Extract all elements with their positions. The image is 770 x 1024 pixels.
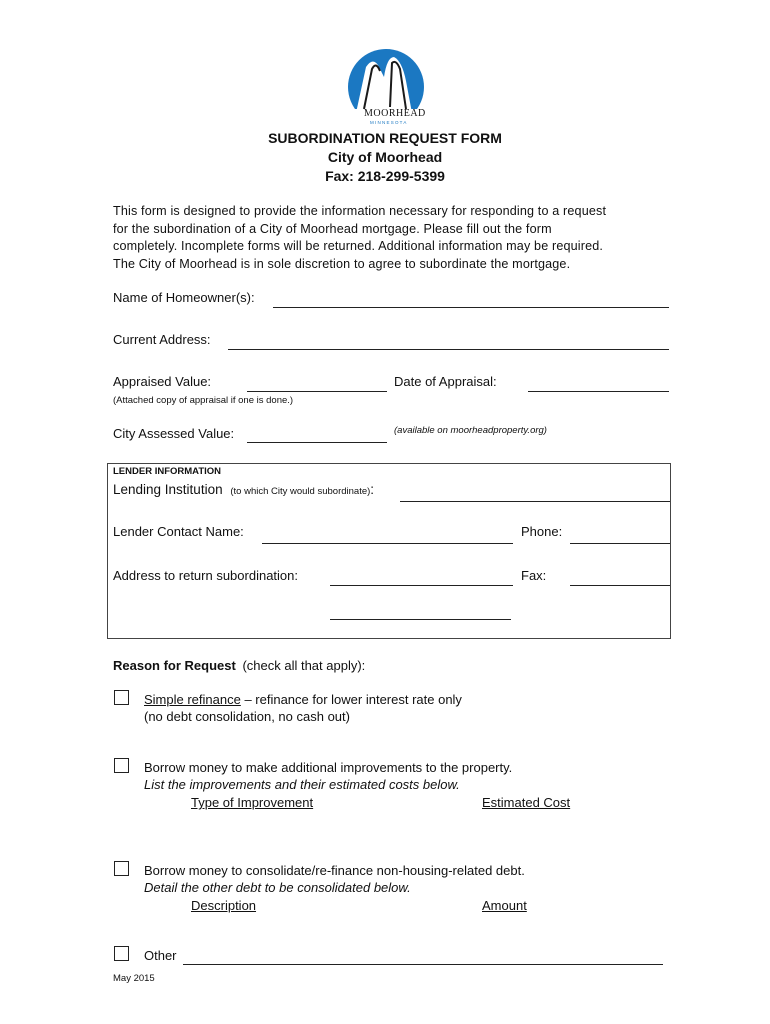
lending-institution-colon: : bbox=[370, 482, 375, 497]
city-name: City of Moorhead bbox=[327, 149, 443, 165]
assessed-value-label: City Assessed Value: bbox=[113, 426, 235, 441]
improvements-label: Borrow money to make additional improvements to the property. bbox=[144, 760, 513, 775]
fax-field[interactable] bbox=[570, 585, 670, 586]
assessed-note: (available on moorheadproperty.org) bbox=[394, 425, 547, 436]
simple-refinance-rest: – refinance for lower interest rate only bbox=[240, 692, 462, 707]
lending-institution-note: (to which City would subordinate) bbox=[230, 486, 371, 497]
logo-subtext: M I N N E S O T A bbox=[370, 120, 407, 125]
intro-line: The City of Moorhead is in sole discretion to agree to subordinate the mortgage. bbox=[113, 256, 571, 271]
address-label: Current Address: bbox=[113, 332, 211, 347]
lender-contact-field[interactable] bbox=[262, 543, 513, 544]
debt-consolidation-instructions: Detail the other debt to be consolidated below. bbox=[144, 880, 411, 895]
lending-institution-label bbox=[113, 482, 374, 497]
intro-line: This form is designed to provide the information necessary for responding to a request bbox=[113, 204, 607, 218]
type-of-improvement-header: Type of Improvement bbox=[191, 795, 314, 810]
appraisal-note: (Attached copy of appraisal if one is done.) bbox=[113, 395, 294, 406]
phone-field[interactable] bbox=[570, 543, 670, 544]
assessed-value-field[interactable] bbox=[247, 442, 387, 443]
other-field[interactable] bbox=[183, 964, 663, 965]
appraised-value-field[interactable] bbox=[247, 391, 387, 392]
lending-institution-text: Lending Institution bbox=[113, 482, 223, 497]
lender-contact-label: Lender Contact Name: bbox=[113, 524, 244, 539]
reason-title: Reason for Request bbox=[113, 658, 236, 673]
other-checkbox[interactable] bbox=[114, 946, 129, 961]
appraisal-date-field[interactable] bbox=[528, 391, 669, 392]
simple-refinance-line bbox=[144, 692, 462, 707]
return-address-field[interactable] bbox=[330, 585, 513, 586]
improvements-checkbox[interactable] bbox=[114, 758, 129, 773]
other-label: Other bbox=[144, 948, 177, 963]
logo-text: MOORHEAD bbox=[364, 108, 426, 119]
simple-refinance-note: (no debt consolidation, no cash out) bbox=[144, 709, 350, 724]
address-field[interactable] bbox=[228, 349, 669, 350]
simple-refinance-checkbox[interactable] bbox=[114, 690, 129, 705]
intro-line: for the subordination of a City of Moorhead mortgage. Please fill out the form bbox=[113, 221, 552, 236]
appraisal-date-label: Date of Appraisal: bbox=[394, 374, 497, 389]
simple-refinance-label: Simple refinance bbox=[144, 692, 241, 707]
city-logo bbox=[340, 47, 432, 129]
homeowner-field[interactable] bbox=[273, 307, 669, 308]
phone-label: Phone: bbox=[521, 524, 563, 539]
intro-line: completely. Incomplete forms will be returned. Additional information may be required. bbox=[113, 239, 604, 253]
lender-header: LENDER INFORMATION bbox=[113, 466, 222, 477]
amount-header: Amount bbox=[482, 898, 527, 913]
appraised-value-label: Appraised Value: bbox=[113, 374, 212, 389]
revision-date: May 2015 bbox=[113, 973, 155, 984]
return-address-label: Address to return subordination: bbox=[113, 568, 298, 583]
estimated-cost-header: Estimated Cost bbox=[482, 795, 571, 810]
lending-institution-field[interactable] bbox=[400, 501, 670, 502]
reason-note: (check all that apply): bbox=[242, 658, 366, 673]
debt-consolidation-label: Borrow money to consolidate/re-finance non-housing-related debt. bbox=[144, 863, 525, 878]
fax-number: Fax: 218-299-5399 bbox=[325, 168, 445, 184]
reason-heading bbox=[113, 658, 365, 673]
return-address-field-line-2[interactable] bbox=[330, 619, 511, 620]
description-header: Description bbox=[191, 898, 257, 913]
homeowner-label: Name of Homeowner(s): bbox=[113, 290, 255, 305]
improvements-instructions: List the improvements and their estimated costs below. bbox=[144, 777, 460, 792]
form-title: SUBORDINATION REQUEST FORM bbox=[268, 130, 502, 146]
lender-information-box bbox=[107, 463, 671, 639]
intro-paragraph bbox=[113, 203, 673, 273]
fax-label: Fax: bbox=[521, 568, 547, 583]
debt-consolidation-checkbox[interactable] bbox=[114, 861, 129, 876]
